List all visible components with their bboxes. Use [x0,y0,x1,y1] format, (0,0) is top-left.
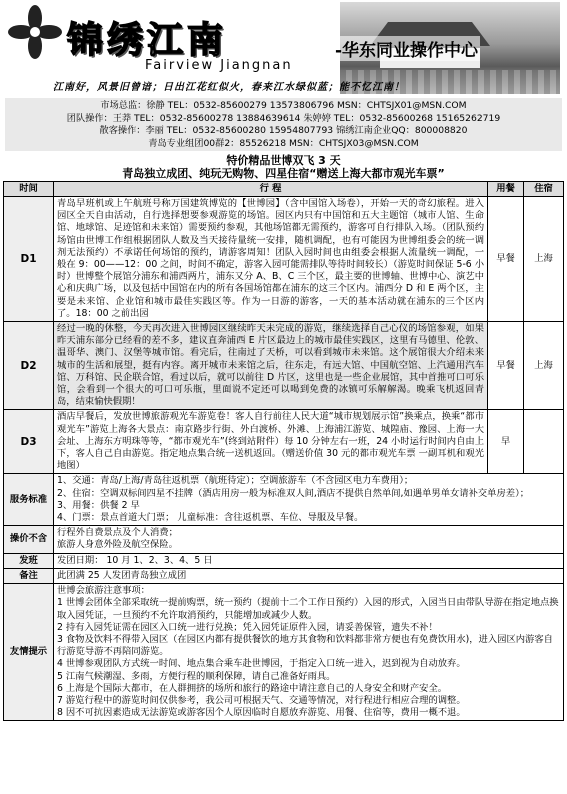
excluded-row [4,526,564,553]
day-stay: 上海 [524,197,564,322]
day-itinerary: 青岛早班机或上午航班号称万国建筑博览的【世博园】（含中国馆入场卷），开始一天的奇幻旅程。进入园区全天自由活动，自行选择想要参观游览的场馆。园区内只有中国馆和五大主题馆（城市人馆、生命馆、地球馆、足迹馆和未来馆）需要预约参观，其他场馆都无需预约，游客可自行排队入场。（团队预约场馆由世博工作组根据团队人数及当天接待量统一安排，随机调配，也有可能因为世博组委会的统一调剂无法预约）不承诺任何场馆的预约，请游客周知！团队入园时间也由组委会根据人流量统一调配，一般在 9：00——12：00 之间，时间不确定，游客入园可能需排队等待时间较长）（游览时间保证 5-6 小时）世博整个展馆分浦东和浦西两片，浦东又分 A、B、C 三个区，最主要的世博轴、世博中心、演艺中心和庆典广场，以及包括中国馆在内的所有各国场馆都在浦东的这三个区内。浦西分 D 和 E 两个区，主要是未来馆、企业馆和城市最佳实践区等。作为一日游的游客，一天的基本活动就在浦东的三个区内了。18：00 之前出园 [54,197,488,322]
note-row [4,568,564,583]
service-line: 4、门票：景点首道大门票； 儿童标准：含往返机票、车位、导服及早餐。 [57,512,364,524]
excluded-line: 行程外自费景点及个人消费； [57,527,178,539]
product-subtitle: 青岛独立成团、纯玩无购物、四星住宿“赠送上海大都市观光车票” [122,167,445,180]
tips-label: 友情提示 [4,584,54,721]
note-label: 备注 [4,568,54,583]
day-itinerary: 经过一晚的休整，今天再次进入世博园区继续昨天未完成的游览，继续选择自己心仪的场馆参观，如果昨天浦东部分已经看的差不多，建议直奔浦西 E 片区最边上的城市最佳实践区，这里有马德里、伦敦、温哥华、澳门、汉堡等城市馆。看完后，往南过了天桥，可以看到城市未来馆。这个展馆很大介绍未来城市的生活和展望，挺有内容。离开城市未来馆之后，往东走，有远大馆、中国航空馆、上汽通用汽车馆、万科馆、民企联合馆，看过以后，就可以前往 D 片区，这里也是一些企业展馆，其中首推可口可乐馆，会看到一个很大的可口可乐瓶，里面说不定还可以喝到免费的冰镇可乐解解渴。晚乘飞机返回青岛，结束愉快假期！ [54,322,488,410]
day-stay [524,410,564,474]
tip-item: 1 世博会团体全部采取统一提前购票，统一预约（提前十二个工作日预约）入园的形式，入园当日由带队导游在指定地点换取入园凭证，一旦预约不允许取消预约，只能增加或减少人数。 [57,597,559,621]
excluded-label: 操价不含 [4,526,54,553]
day-label: D1 [4,197,54,322]
excluded-content [54,526,564,553]
contact-line: 散客操作：李丽 TEL：0532-85600280 15954807793 锦绣江南企业QQ：800008820 [99,125,468,136]
tip-item: 3 食物及饮料不得带入园区（在园区内都有提供餐饮的地方其食物和饮料都非常方便也有免费饮用水)，进入园区内游客自行游览导游不再陪同游览。 [57,633,553,658]
slogan: 江南好，风景旧曾谙；日出江花红似火，春来江水绿似蓝；能不忆江南！ [53,82,405,93]
day-label: D2 [4,322,54,410]
service-row [4,474,564,526]
service-line: 2、住宿：空调双标间四星不挂牌（酒店用房一般为标准双人间,酒店不提供自然单间,如遇单男单女请补交单房差）； [57,487,530,499]
tip-item: 5 江南气候潮湿、多雨，方便行程的顺利保障，请自己准备好雨具。 [57,670,336,682]
day-meals: 早餐 [488,197,524,322]
tip-item: 2 持有入园凭证需在园区入口统一进行兑换；凭入园凭证原件入园，请妥善保管，遗失不补！ [57,621,438,633]
brand-subtitle: -华东同业操作中心 [333,36,480,61]
contact-line: 市场总监：徐静 TEL：0532-85600279 13573806796 MSN：CHTSJX01@MSN.COM [100,100,467,111]
brand-title: 锦绣江南 [67,19,228,61]
brand-english-name: Fairview Jiangnan [145,58,293,73]
table-header-row [4,182,564,197]
departure-label: 发班 [4,553,54,568]
day-meals: 早餐 [488,322,524,410]
header-itinerary: 行 程 [54,182,488,197]
day-label: D3 [4,410,54,474]
flower-logo-icon [7,4,63,60]
product-title: 特价精品世博双飞 3 天 [226,154,341,167]
service-line: 1、交通：青岛/上海/青岛往返机票（航班待定）；空调旅游车（不含园区电力车费用）； [57,475,414,487]
table-row [4,197,564,322]
tip-item: 7 游览行程中的游览时间仅供参考，我公司可根据天气、交通等情况，对行程进行相应合理的调整。 [57,694,466,706]
service-line: 3、用餐：供餐 2 早 [57,499,140,511]
departure-dates: 发团日期： 10 月 1、2、3、4、5 日 [54,553,564,568]
header-banner [3,0,564,98]
day-meals: 早 [488,410,524,474]
header-meals: 用餐 [488,182,524,197]
contact-line: 团队操作：王莽 TEL：0532-85600278 13884639614 朱婷婷 TEL：0532-85600268 15165262719 [66,112,501,124]
tips-content [54,584,564,721]
day-itinerary: 酒店早餐后，发放世博旅游观光车游览卷！客人自行前往人民大道“城市规划展示馆”换乘点，换乘“都市观光车”游览上海各大景点：南京路步行街、外白渡桥、外滩、上海浦江游览、城隍庙、豫园、上海一大会址、上海东方明珠等等，“都市观光车”(终到站附件）每 10 分钟左右一班，24 小时运行时间内自由上下，客人自己自由游览。指定地点集合统一送机返回。（赠送价值 30 元的都市观光车票 一副耳机和观光地图） [54,410,488,474]
tip-item: 6 上海是个国际大都市，在人群拥挤的场所和旅行的路途中请注意自己的人身安全和财产安全。 [57,682,448,694]
itinerary-table [3,181,564,721]
service-label: 服务标准 [4,474,54,526]
table-row [4,322,564,410]
tips-row [4,584,564,721]
service-content [54,474,564,526]
table-row [4,410,564,474]
contact-line: 青岛专业组团00群2：85526218 MSN：CHTSJX03@MSN.COM [148,137,419,149]
header-stay: 住宿 [524,182,564,197]
tips-title: 世博会旅游注意事项： [57,585,150,597]
note-text: 此团满 25 人发团青岛独立成团 [54,568,564,583]
day-stay: 上海 [524,322,564,410]
tip-item: 4 世博参观团队方式统一时间、地点集合乘车赴世博园，于指定入口统一进入，迟到视为自动放弃。 [57,658,466,670]
tip-item: 8 因不可抗因素造成无法游览或游客因个人原因临时自愿放弃游览、用餐、住宿等，费用一概不退。 [57,707,466,719]
excluded-line: 旅游人身意外险及航空保险。 [57,539,178,551]
header-time: 时间 [4,182,54,197]
departure-row [4,553,564,568]
contact-block [5,98,562,151]
